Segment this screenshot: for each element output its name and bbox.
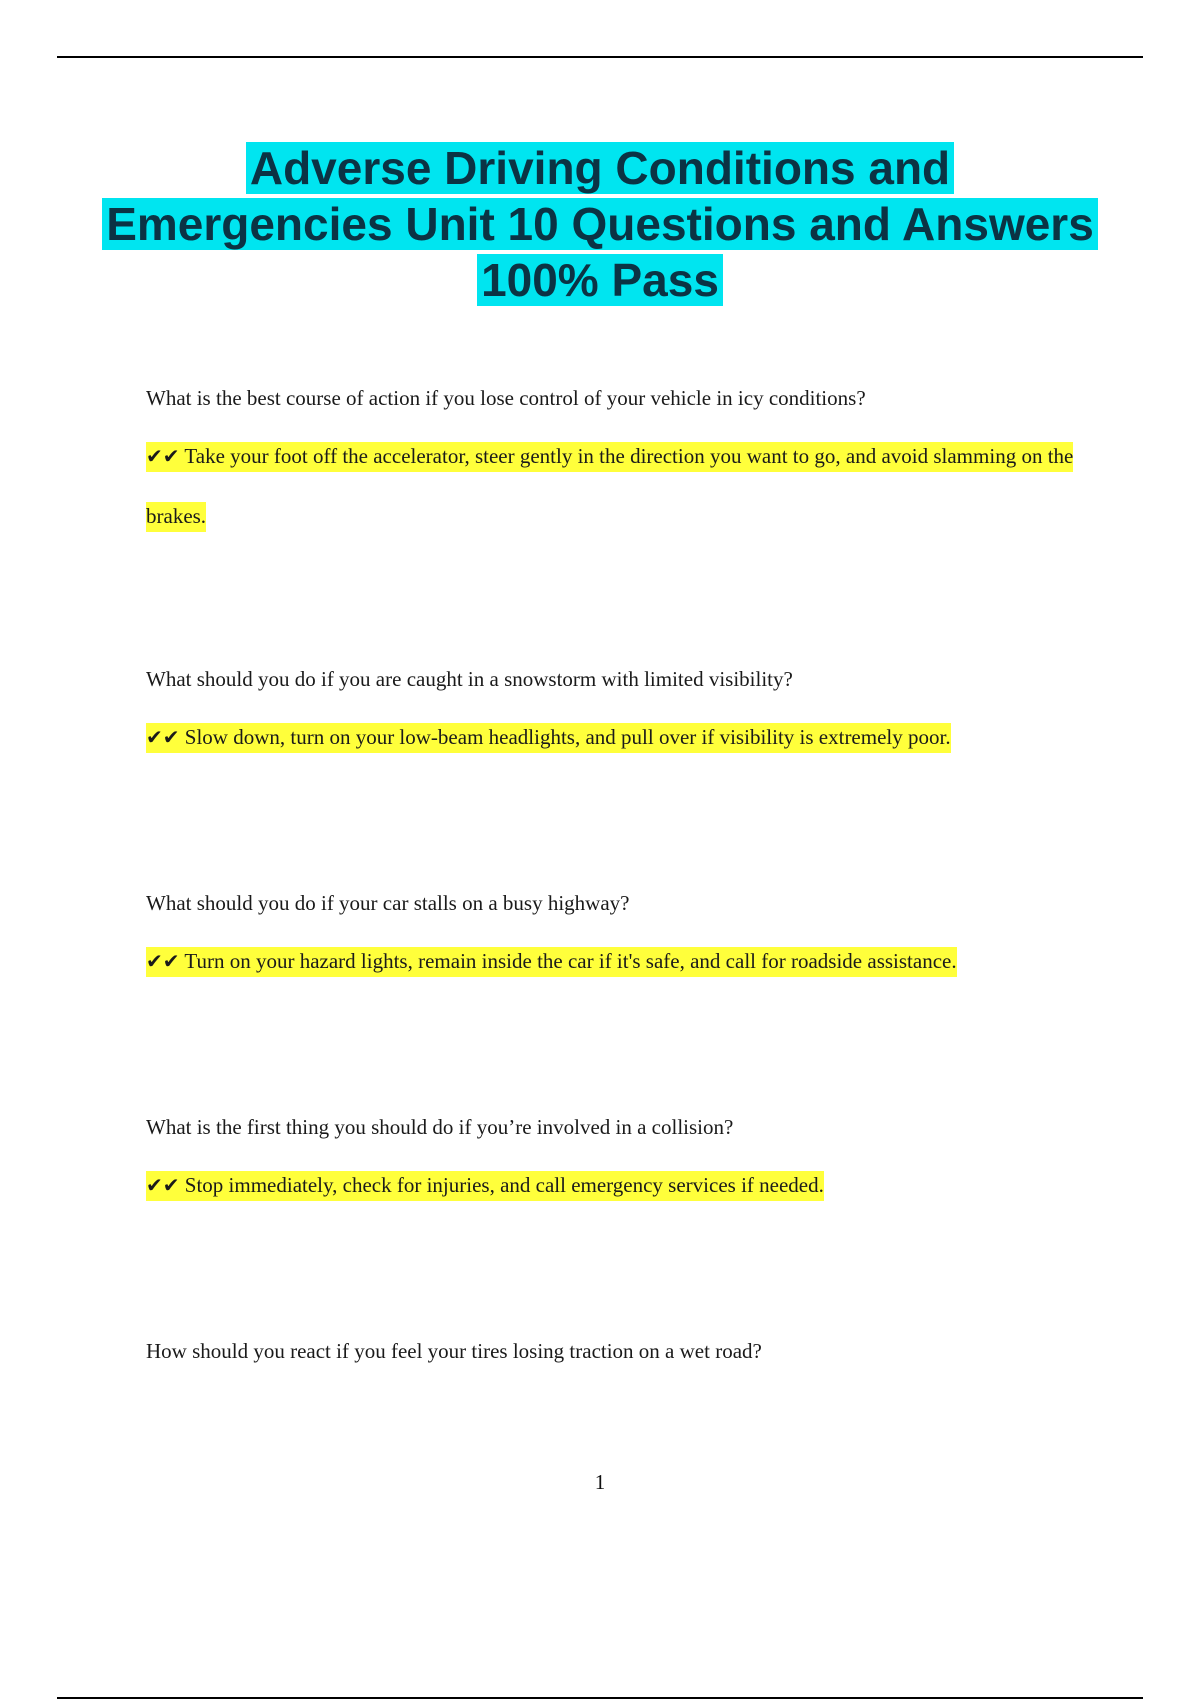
question-3: What should you do if your car stalls on a busy highway? <box>146 891 630 915</box>
question-4: What is the first thing you should do if you’re involved in a collision? <box>146 1115 734 1139</box>
check-icon: ✔✔ <box>146 444 180 468</box>
check-icon: ✔✔ <box>146 949 180 973</box>
question-2: What should you do if you are caught in a snowstorm with limited visibility? <box>146 667 793 691</box>
answer-1-text: Take your foot off the accelerator, steer gently in the direction you want to go, and avoid slamming on the brakes. <box>146 444 1074 528</box>
qa-item-5 <box>146 1336 1106 1366</box>
question-1: What is the best course of action if you lose control of your vehicle in icy conditions? <box>146 386 866 410</box>
bottom-rule <box>57 1697 1143 1699</box>
qa-item-4 <box>146 1112 1106 1197</box>
check-icon: ✔✔ <box>146 725 180 749</box>
page-number: 1 <box>594 1470 606 1494</box>
answer-1 <box>146 426 1106 546</box>
check-icon: ✔✔ <box>146 1173 180 1197</box>
qa-item-2 <box>146 664 1106 749</box>
top-rule <box>57 56 1143 58</box>
answer-2-text: Slow down, turn on your low-beam headlights, and pull over if visibility is extremely poor. <box>184 725 951 749</box>
answer-4 <box>146 1155 1106 1215</box>
answer-2 <box>146 707 1106 767</box>
answer-3-text: Turn on your hazard lights, remain inside the car if it's safe, and call for roadside assistance. <box>184 949 957 973</box>
answer-4-text: Stop immediately, check for injuries, and call emergency services if needed. <box>184 1173 824 1197</box>
answer-3 <box>146 931 1106 991</box>
document-title <box>100 140 1100 308</box>
question-5: How should you react if you feel your tires losing traction on a wet road? <box>146 1339 762 1363</box>
title-text: Adverse Driving Conditions and Emergencies Unit 10 Questions and Answers 100% Pass <box>102 142 1098 306</box>
qa-item-3 <box>146 888 1106 973</box>
qa-item-1 <box>146 383 1106 528</box>
